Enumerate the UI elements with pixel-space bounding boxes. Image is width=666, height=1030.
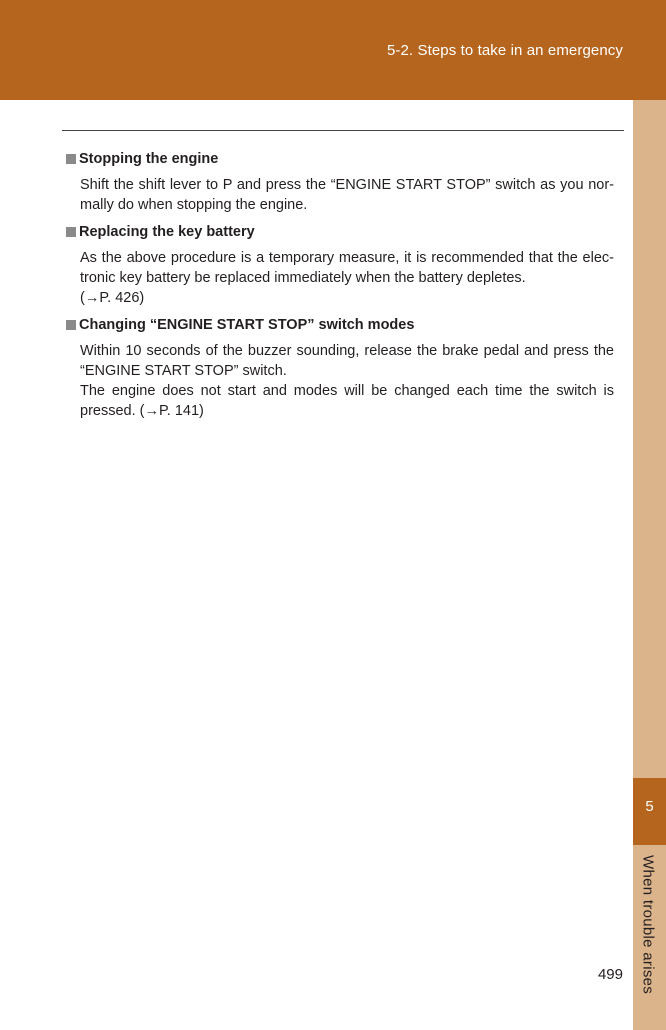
page-number: 499 xyxy=(597,966,623,983)
page-header xyxy=(0,0,666,100)
section-title: 5-2. Steps to take in an emergency xyxy=(386,42,623,59)
section-changing-switch-modes xyxy=(66,315,614,421)
section-replacing-key-battery xyxy=(66,222,614,308)
section-body xyxy=(80,175,614,215)
section-heading: Changing “ENGINE START STOP” switch modes xyxy=(79,317,415,333)
page-content xyxy=(66,149,614,428)
square-bullet-icon xyxy=(66,154,76,164)
section-body xyxy=(80,248,614,308)
page-reference: (→P. 426) xyxy=(80,290,145,306)
header-divider xyxy=(62,130,624,131)
paragraph: Within 10 seconds of the buzzer sounding, release the brake pedal and press the “ENGINE START STOP” switch. xyxy=(80,343,614,379)
chapter-number: 5 xyxy=(645,798,654,815)
square-bullet-icon xyxy=(66,227,76,237)
section-heading: Stopping the engine xyxy=(79,151,219,167)
section-stopping-engine xyxy=(66,149,614,215)
square-bullet-icon xyxy=(66,320,76,330)
section-body xyxy=(80,341,614,421)
section-heading: Replacing the key battery xyxy=(79,224,255,240)
paragraph: The engine does not start and modes will be changed each time the switch is pressed. (→P. 141) xyxy=(80,383,614,419)
paragraph: Shift the shift lever to P and press the “ENGINE START STOP” switch as you nor-mally do when stopping the engine. xyxy=(80,177,614,213)
paragraph: As the above procedure is a temporary measure, it is recommended that the elec-tronic key battery be replaced immediately when the battery depletes. xyxy=(80,250,614,286)
chapter-label: When trouble arises xyxy=(639,855,657,995)
